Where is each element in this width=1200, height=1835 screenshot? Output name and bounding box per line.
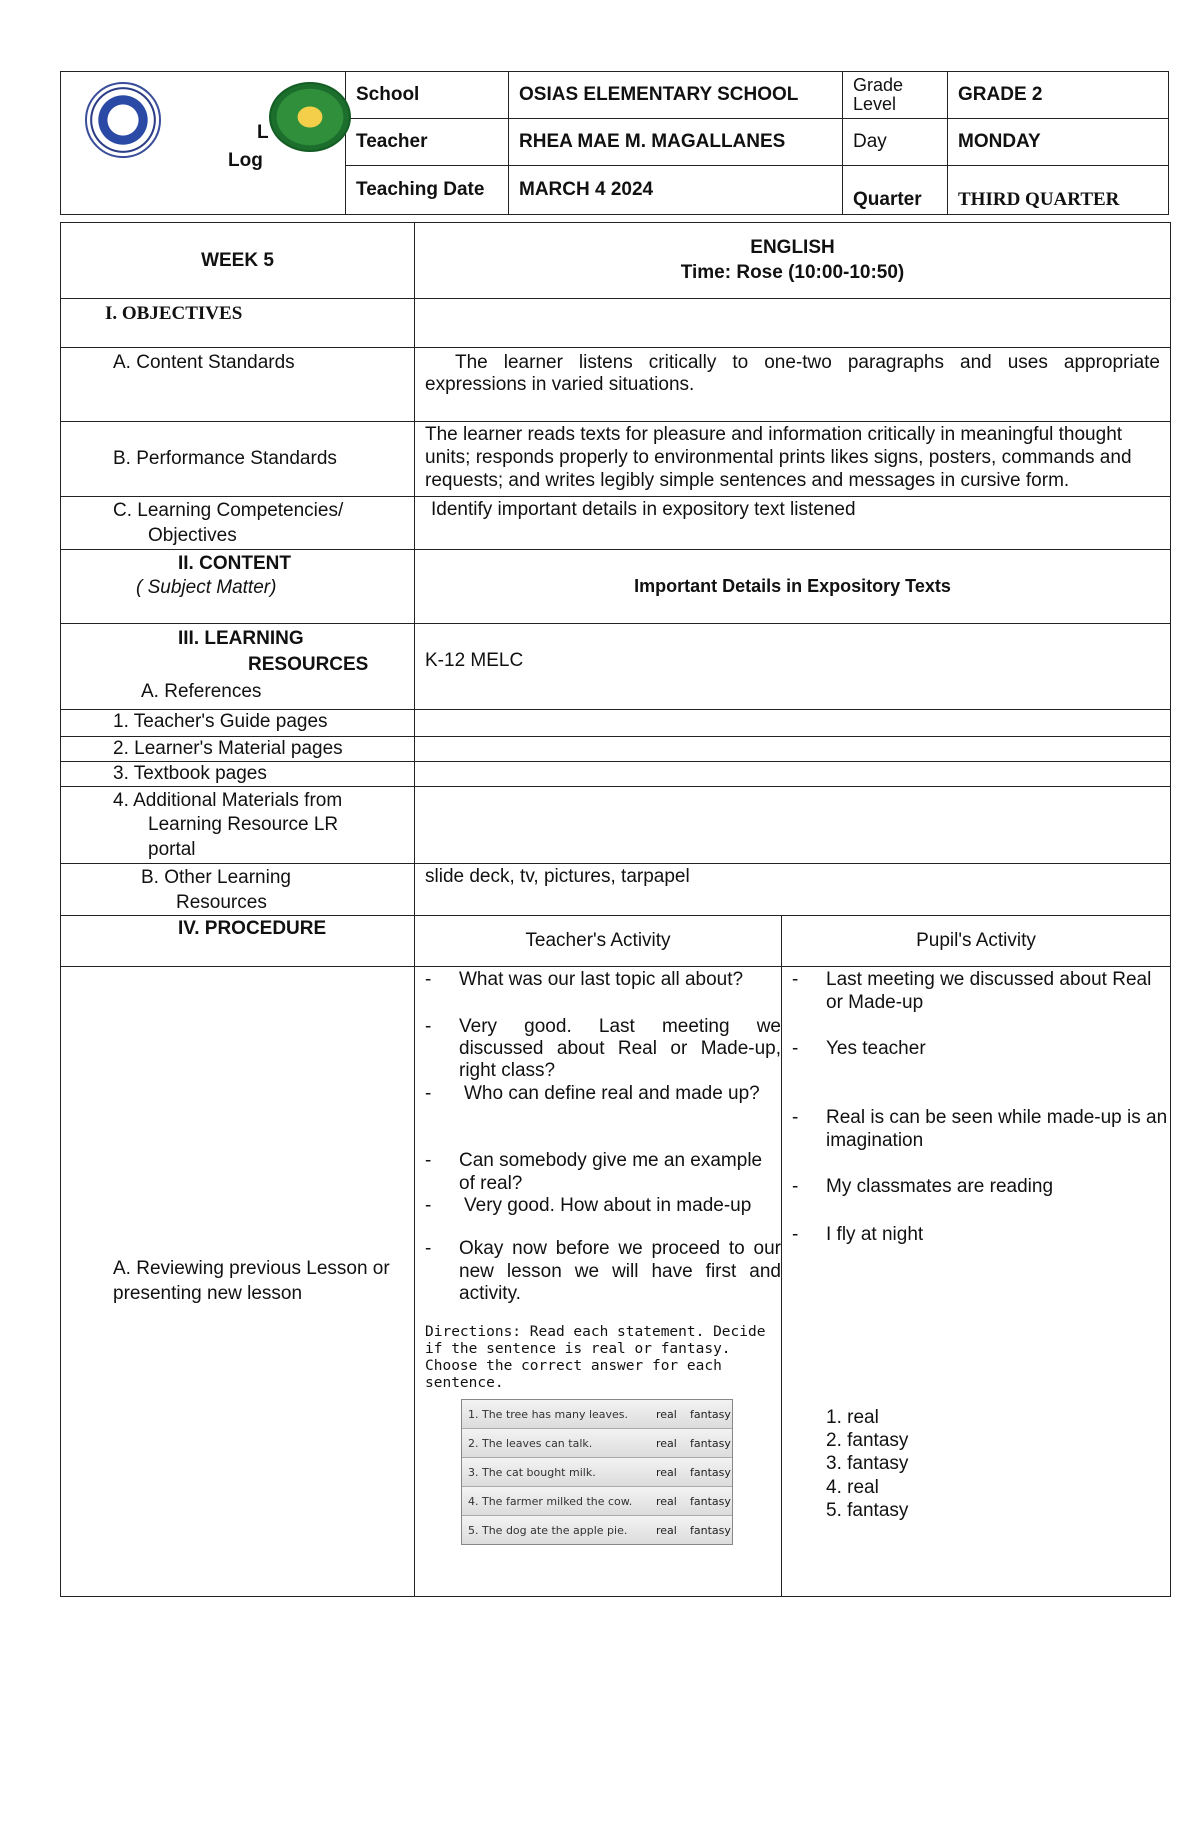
content-heading-cell — [61, 549, 415, 623]
school-value: OSIAS ELEMENTARY SCHOOL — [509, 72, 843, 119]
textbook-value — [415, 761, 1171, 786]
day-value: MONDAY — [948, 119, 1169, 166]
additional-materials-label: 4. Additional Materials from — [113, 789, 343, 811]
additional-materials-label-end: portal — [148, 839, 196, 861]
grade-value: GRADE 2 — [948, 72, 1169, 119]
teacher-line-2: - Very good. Last meeting we discussed about Real or Made-up, right class? — [425, 1015, 781, 1082]
teacher-activity-header: Teacher's Activity — [415, 916, 782, 967]
header-table — [60, 71, 1169, 215]
worksheet-row: 2. The leaves can talk. real fantasy — [462, 1429, 732, 1458]
competencies-value: Identify important details in expository text listened — [415, 497, 1171, 549]
worksheet-row: 1. The tree has many leaves. real fantasy — [462, 1400, 732, 1429]
teaching-date-label: Teaching Date — [346, 166, 509, 215]
grade-label: Grade Level — [843, 72, 948, 119]
quarter-label: Quarter — [843, 166, 948, 215]
worksheet-row: 5. The dog ate the apple pie. real fantasy — [462, 1516, 732, 1544]
pupil-line-5: - I fly at night — [792, 1223, 924, 1245]
content-standards-value: The learner listens critically to one-two paragraphs and uses appropriate expressions in varied situations. — [415, 348, 1171, 422]
teacher-line-6: - Okay now before we proceed to our new lesson we will have first and activity. — [425, 1238, 781, 1305]
subject-matter-label: ( Subject Matter) — [136, 577, 277, 599]
week-label: WEEK 5 — [201, 249, 274, 271]
teacher-value: RHEA MAE M. MAGALLANES — [509, 119, 843, 166]
teacher-line-3: - Who can define real and made up? — [425, 1082, 760, 1104]
objectives-empty-cell — [415, 299, 1171, 348]
references-label: A. References — [141, 680, 262, 702]
teaching-date-value: MARCH 4 2024 — [509, 166, 843, 215]
additional-materials-cell — [61, 786, 415, 863]
resources-heading: III. LEARNING — [178, 627, 304, 649]
log-text-fragment: L — [257, 122, 269, 143]
answer-item: 3. fantasy — [826, 1453, 909, 1475]
teachers-guide-label: 1. Teacher's Guide pages — [61, 709, 415, 736]
worksheet-row: 3. The cat bought milk. real fantasy — [462, 1458, 732, 1487]
other-resources-label-cont: Resources — [176, 891, 267, 913]
logo-cell — [61, 72, 346, 215]
answer-list — [792, 1406, 1170, 1522]
textbook-label: 3. Textbook pages — [61, 761, 415, 786]
pupil-activity-cell — [782, 967, 1171, 1597]
answer-item: 5. fantasy — [826, 1499, 909, 1521]
teacher-line-5: - Very good. How about in made-up — [425, 1195, 752, 1217]
worksheet-row: 4. The farmer milked the cow. real fantasy — [462, 1487, 732, 1516]
performance-standards-label: B. Performance Standards — [61, 422, 415, 497]
class-time: Time: Rose (10:00-10:50) — [680, 261, 905, 283]
school-seal-icon — [269, 82, 351, 152]
review-label: A. Reviewing previous Lesson or presenting new lesson — [113, 1258, 390, 1304]
deped-seal-icon — [85, 82, 161, 158]
teacher-line-4: - Can somebody give me an example of real? — [425, 1150, 763, 1194]
pupil-line-3: - Real is can be seen while made-up is an imagination — [792, 1107, 1168, 1151]
learners-material-value — [415, 736, 1171, 761]
day-label: Day — [843, 119, 948, 166]
answer-item: 2. fantasy — [826, 1430, 909, 1452]
answer-item: 1. real — [826, 1407, 879, 1429]
procedure-heading: IV. PROCEDURE — [61, 916, 415, 967]
review-label-cell — [61, 967, 415, 1597]
week-cell — [61, 223, 415, 299]
real-fantasy-worksheet — [461, 1399, 733, 1545]
subject-time-cell — [415, 223, 1171, 299]
log-text: Log — [228, 150, 263, 171]
learners-material-label: 2. Learner's Material pages — [61, 736, 415, 761]
subject-title: ENGLISH — [750, 236, 835, 258]
teachers-guide-value — [415, 709, 1171, 736]
pupil-line-1: - Last meeting we discussed about Real or Made-up — [792, 969, 1152, 1013]
activity-directions: Directions: Read each statement. Decide if the sentence is real or fantasy. Choose the correct answer for each sentence. — [425, 1323, 766, 1391]
quarter-value: THIRD QUARTER — [948, 166, 1169, 215]
references-value: K-12 MELC — [415, 623, 1171, 709]
resources-heading-cell — [61, 623, 415, 709]
lesson-plan-table — [60, 222, 1171, 1597]
teacher-label: Teacher — [346, 119, 509, 166]
teacher-activity-cell — [415, 967, 782, 1597]
additional-materials-value — [415, 786, 1171, 863]
other-resources-cell — [61, 863, 415, 915]
competencies-label-cont: Objectives — [148, 525, 237, 547]
teacher-line-1: - What was our last topic all about? — [425, 969, 744, 991]
other-resources-value: slide deck, tv, pictures, tarpapel — [415, 863, 1171, 915]
resources-heading-cont: RESOURCES — [248, 654, 369, 676]
school-label: School — [346, 72, 509, 119]
pupil-activity-header: Pupil's Activity — [782, 916, 1171, 967]
content-heading: II. CONTENT — [178, 552, 291, 574]
performance-standards-value: The learner reads texts for pleasure and information critically in meaningful thought units; responds properly to environmental prints likes signs, posters, commands and requests; and writes legibly simple sentences and messages in cursive form. — [415, 422, 1171, 497]
pupil-line-2: - Yes teacher — [792, 1038, 926, 1060]
competencies-label: C. Learning Competencies/ — [113, 500, 344, 522]
content-standards-label: A. Content Standards — [61, 348, 415, 422]
pupil-line-4: - My classmates are reading — [792, 1176, 1054, 1198]
other-resources-label: B. Other Learning — [141, 866, 291, 888]
additional-materials-label-cont: Learning Resource LR — [148, 814, 339, 836]
objectives-heading: I. OBJECTIVES — [61, 299, 415, 348]
content-value: Important Details in Expository Texts — [415, 549, 1171, 623]
answer-item: 4. real — [826, 1476, 879, 1498]
competencies-label-cell — [61, 497, 415, 549]
